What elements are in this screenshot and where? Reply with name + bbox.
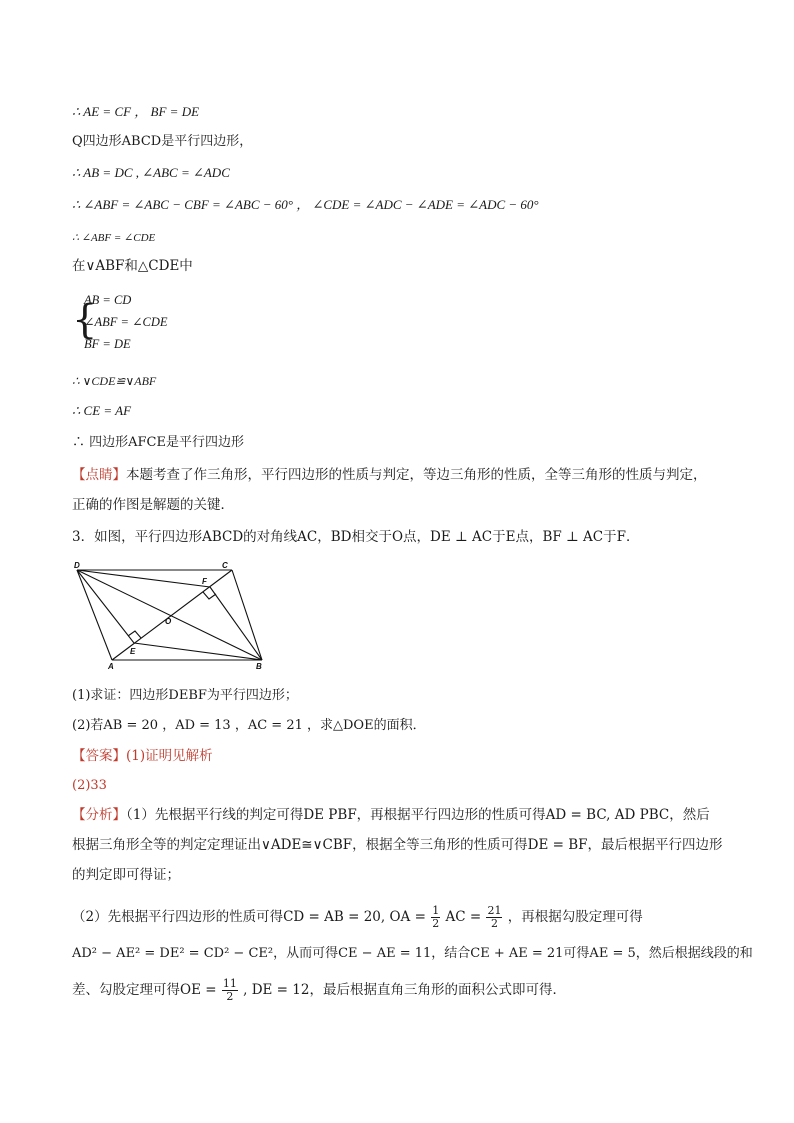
question-stem: 3．如图，平行四边形ABCD的对角线AC，BD相交于O点，DE ⊥ AC于E点，BF ⊥ AC于F． — [72, 529, 640, 545]
system-eq-1: AB = CD — [84, 293, 132, 307]
proof-line-6: 在∨ABF和△CDE中 — [72, 258, 193, 274]
question-part-1: (1)求证：四边形DEBF为平行四边形； — [72, 688, 298, 703]
answer-tag: 【答案】 — [72, 748, 126, 764]
segment-DF — [77, 570, 210, 587]
answer-1: (1)证明见解析 — [126, 748, 213, 764]
fraction-one-half — [431, 905, 440, 930]
diagonal-BD — [77, 570, 262, 660]
analysis-block — [72, 800, 732, 890]
label-D: D — [74, 561, 80, 570]
geometry-figure — [72, 560, 272, 670]
system-eq-3: BF = DE — [84, 337, 131, 351]
edge-AD — [77, 570, 112, 660]
proof-line-3: ∴ AB = DC , ∠ABC = ∠ADC — [72, 165, 230, 180]
answer-line-1 — [72, 747, 213, 765]
answer-line-2: (2)33 — [72, 778, 107, 793]
proof-line-8: ∴ CE = AF — [72, 403, 132, 418]
proof-line-1: ∴ AE = CF ， BF = DE — [72, 104, 200, 119]
analysis-p1b: 根据三角形全等的判定定理证出∨ADE≅∨CBF，根据全等三角形的性质可得DE = BF，最后根据平行四边形 — [72, 837, 723, 853]
segment-BF — [210, 587, 262, 660]
proof-line-9: ∴ 四边形AFCE是平行四边形 — [72, 435, 244, 450]
analysis-tag: 【分析】 — [72, 807, 126, 823]
label-F: F — [202, 577, 207, 586]
analysis-p2c — [72, 978, 566, 1003]
fraction-21-half — [486, 905, 502, 930]
fraction-num: 1 — [432, 904, 440, 917]
proof-line-2: Q四边形ABCD是平行四边形， — [72, 134, 253, 149]
proof-line-4: ∴ ∠ABF = ∠ABC − CBF = ∠ABC − 60° ， ∠CDE = ∠ADC − ∠ADE = ∠ADC − 60° — [72, 197, 539, 212]
question-part-2: (2)若AB = 20 ，AD = 13 ，AC = 21 ，求△DOE的面积． — [72, 718, 426, 733]
analysis-p2a — [72, 905, 643, 930]
label-E: E — [130, 647, 136, 656]
analysis-p2a-post: ，再根据勾股定理可得 — [507, 909, 643, 925]
fraction-den: 2 — [226, 990, 234, 1003]
analysis-p2a-mid: AC = — [445, 909, 482, 925]
analysis-p2c-pre: 差、勾股定理可得OE = — [72, 982, 217, 998]
fraction-num: 21 — [487, 904, 502, 917]
label-A: A — [108, 662, 114, 670]
proof-line-7: ∴ ∨CDE≌∨ABF — [72, 374, 157, 388]
fraction-den: 2 — [432, 917, 440, 930]
edge-CB — [232, 570, 262, 660]
analysis-p2a-pre: （2）先根据平行四边形的性质可得CD = AB = 20, OA = — [72, 909, 426, 925]
segment-DE — [77, 570, 134, 643]
comment-tag: 【点睛】 — [72, 467, 126, 483]
comment-text: 本题考查了作三角形，平行四边形的性质与判定，等边三角形的性质，全等三角形的性质与判定， — [126, 467, 707, 483]
label-O: O — [165, 617, 172, 626]
label-C: C — [222, 561, 228, 570]
comment-text-2: 正确的作图是解题的关键． — [72, 497, 234, 513]
label-B: B — [256, 662, 262, 670]
fraction-num: 11 — [222, 977, 237, 990]
fraction-11-half — [222, 978, 238, 1003]
analysis-p1a: （1）先根据平行线的判定可得DE PBF，再根据平行四边形的性质可得AD = BC, AD PBC，然后 — [126, 807, 710, 823]
analysis-p2c-post: , DE = 12，最后根据直角三角形的面积公式即可得． — [243, 982, 566, 998]
comment-block — [72, 460, 732, 520]
analysis-p2b: AD² − AE² = DE² = CD² − CE²，从而可得CE − AE = 11，结合CE + AE = 21可得AE = 5，然后根据线段的和 — [72, 946, 753, 961]
fraction-den: 2 — [490, 917, 498, 930]
system-brace: { — [72, 297, 98, 343]
segment-EB — [134, 643, 262, 660]
analysis-p1c: 的判定即可得证； — [72, 867, 180, 883]
proof-line-5: ∴ ∠ABF = ∠CDE — [72, 232, 156, 244]
system-eq-2: ∠ABF = ∠CDE — [84, 315, 168, 329]
